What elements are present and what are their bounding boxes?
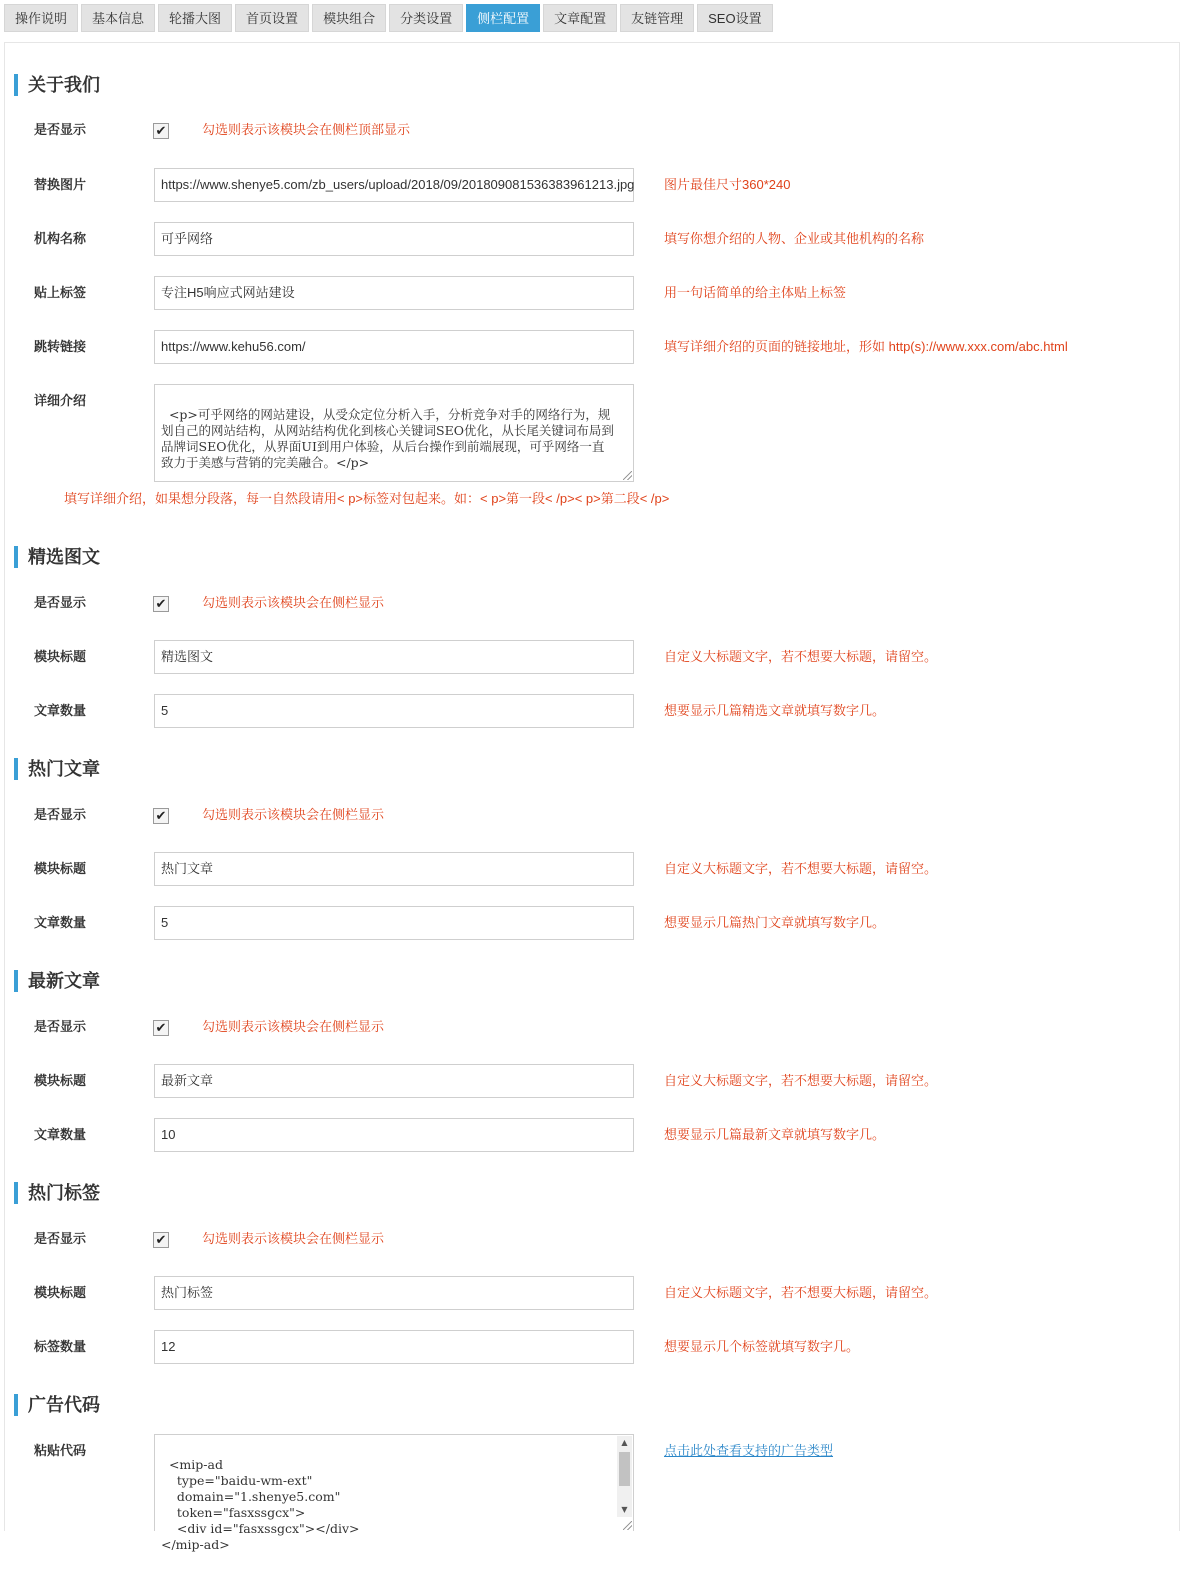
tab-seo-settings[interactable]: SEO设置 xyxy=(697,4,772,32)
tab-instructions[interactable]: 操作说明 xyxy=(4,4,78,32)
about-link-input[interactable]: https://www.kehu56.com/ xyxy=(154,330,634,364)
hot-show-hint: 勾选则表示该模块会在侧栏显示 xyxy=(202,807,385,822)
scroll-up-arrow-icon[interactable]: ▲ xyxy=(621,1438,628,1447)
tags-count-input[interactable]: 12 xyxy=(154,1330,634,1364)
about-show-hint: 勾选则表示该模块会在侧栏顶部显示 xyxy=(202,122,411,137)
section-title-featured: 精选图文 xyxy=(14,546,100,568)
about-image-input[interactable]: https://www.shenye5.com/zb_users/upload/2018/09/201809081536383961213.jpg xyxy=(154,168,634,202)
about-detail-textarea[interactable] xyxy=(154,384,634,482)
about-org-input[interactable]: 可乎网络 xyxy=(154,222,634,256)
hot-show-checkbox[interactable]: ✔ xyxy=(153,808,169,824)
section-title-about: 关于我们 xyxy=(14,74,100,96)
about-detail-text: <p>可乎网络的网站建设，从受众定位分析入手，分析竞争对手的网络行为，规划自己的网站结构，从网站结构优化到核心关键词SEO优化，从长尾关键词布局到品牌词SEO优化，从界面UI到用户体验，从后台操作到前端展现，可乎网络一直致力于美感与营销的完美融合。</p> xyxy=(161,407,614,470)
about-tag-input[interactable]: 专注H5响应式网站建设 xyxy=(154,276,634,310)
featured-count-input[interactable]: 5 xyxy=(154,694,634,728)
hot-title-label: 模块标题 xyxy=(34,861,87,876)
section-title-latest: 最新文章 xyxy=(14,970,100,992)
about-detail-hint: 填写详细介绍，如果想分段落，每一自然段请用< p>标签对包起来。如：< p>第一段< /p>< p>第二段< /p> xyxy=(64,491,670,506)
latest-count-label: 文章数量 xyxy=(34,1127,87,1142)
ads-code-text: <mip-ad type="baidu-wm-ext" domain="1.shenye5.com" token="fasxssgcx"> <div id="fasxssgcx"></div> </mip-ad> xyxy=(161,1457,360,1552)
tab-category-settings[interactable]: 分类设置 xyxy=(389,4,463,32)
featured-show-label: 是否显示 xyxy=(34,595,87,610)
hot-count-input[interactable]: 5 xyxy=(154,906,634,940)
about-detail-label: 详细介绍 xyxy=(34,393,87,408)
about-tag-hint: 用一句话简单的给主体贴上标签 xyxy=(664,285,847,300)
latest-count-hint: 想要显示几篇最新文章就填写数字几。 xyxy=(664,1127,886,1142)
ad-types-link[interactable]: 点击此处查看支持的广告类型 xyxy=(664,1443,834,1458)
tab-carousel[interactable]: 轮播大图 xyxy=(158,4,232,32)
tab-friend-links[interactable]: 友链管理 xyxy=(620,4,694,32)
tab-module-combo[interactable]: 模块组合 xyxy=(312,4,386,32)
section-title-tags: 热门标签 xyxy=(14,1182,100,1204)
ads-code-textarea[interactable] xyxy=(154,1434,634,1552)
tags-show-label: 是否显示 xyxy=(34,1231,87,1246)
scroll-thumb[interactable] xyxy=(619,1452,630,1486)
tags-title-input[interactable]: 热门标签 xyxy=(154,1276,634,1310)
latest-title-input[interactable]: 最新文章 xyxy=(154,1064,634,1098)
tab-sidebar-config[interactable]: 侧栏配置 xyxy=(466,4,540,32)
tags-show-checkbox[interactable]: ✔ xyxy=(153,1232,169,1248)
tags-count-label: 标签数量 xyxy=(34,1339,87,1354)
tags-show-hint: 勾选则表示该模块会在侧栏显示 xyxy=(202,1231,385,1246)
ads-code-scrollbar[interactable] xyxy=(617,1436,632,1517)
featured-count-label: 文章数量 xyxy=(34,703,87,718)
about-org-label: 机构名称 xyxy=(34,231,87,246)
about-link-hint: 填写详细介绍的页面的链接地址，形如 http(s)://www.xxx.com/abc.html xyxy=(664,339,1068,354)
about-show-label: 是否显示 xyxy=(34,122,87,137)
latest-title-hint: 自定义大标题文字，若不想要大标题，请留空。 xyxy=(664,1073,938,1088)
featured-show-hint: 勾选则表示该模块会在侧栏显示 xyxy=(202,595,385,610)
tab-article-config[interactable]: 文章配置 xyxy=(543,4,617,32)
section-title-ads: 广告代码 xyxy=(14,1394,100,1416)
tab-bar xyxy=(4,4,773,32)
latest-show-hint: 勾选则表示该模块会在侧栏显示 xyxy=(202,1019,385,1034)
tags-title-hint: 自定义大标题文字，若不想要大标题，请留空。 xyxy=(664,1285,938,1300)
featured-show-checkbox[interactable]: ✔ xyxy=(153,596,169,612)
hot-title-input[interactable]: 热门文章 xyxy=(154,852,634,886)
ads-code-label: 粘贴代码 xyxy=(34,1443,87,1458)
tab-basic-info[interactable]: 基本信息 xyxy=(81,4,155,32)
latest-show-checkbox[interactable]: ✔ xyxy=(153,1020,169,1036)
about-link-label: 跳转链接 xyxy=(34,339,87,354)
featured-title-input[interactable]: 精选图文 xyxy=(154,640,634,674)
tags-title-label: 模块标题 xyxy=(34,1285,87,1300)
scroll-down-arrow-icon[interactable]: ▼ xyxy=(621,1505,628,1514)
hot-title-hint: 自定义大标题文字，若不想要大标题，请留空。 xyxy=(664,861,938,876)
section-title-hot: 热门文章 xyxy=(14,758,100,780)
tags-count-hint: 想要显示几个标签就填写数字几。 xyxy=(664,1339,860,1354)
hot-count-hint: 想要显示几篇热门文章就填写数字几。 xyxy=(664,915,886,930)
about-image-label: 替换图片 xyxy=(34,177,87,192)
latest-show-label: 是否显示 xyxy=(34,1019,87,1034)
about-image-hint: 图片最佳尺寸360*240 xyxy=(664,177,791,192)
resize-grip-icon[interactable] xyxy=(623,1521,632,1530)
hot-show-label: 是否显示 xyxy=(34,807,87,822)
hot-count-label: 文章数量 xyxy=(34,915,87,930)
featured-title-label: 模块标题 xyxy=(34,649,87,664)
featured-count-hint: 想要显示几篇精选文章就填写数字几。 xyxy=(664,703,886,718)
latest-title-label: 模块标题 xyxy=(34,1073,87,1088)
resize-grip-icon[interactable] xyxy=(623,471,632,480)
tab-home-settings[interactable]: 首页设置 xyxy=(235,4,309,32)
about-show-checkbox[interactable]: ✔ xyxy=(153,123,169,139)
latest-count-input[interactable]: 10 xyxy=(154,1118,634,1152)
about-tag-label: 贴上标签 xyxy=(34,285,87,300)
about-org-hint: 填写你想介绍的人物、企业或其他机构的名称 xyxy=(664,231,925,246)
featured-title-hint: 自定义大标题文字，若不想要大标题，请留空。 xyxy=(664,649,938,664)
